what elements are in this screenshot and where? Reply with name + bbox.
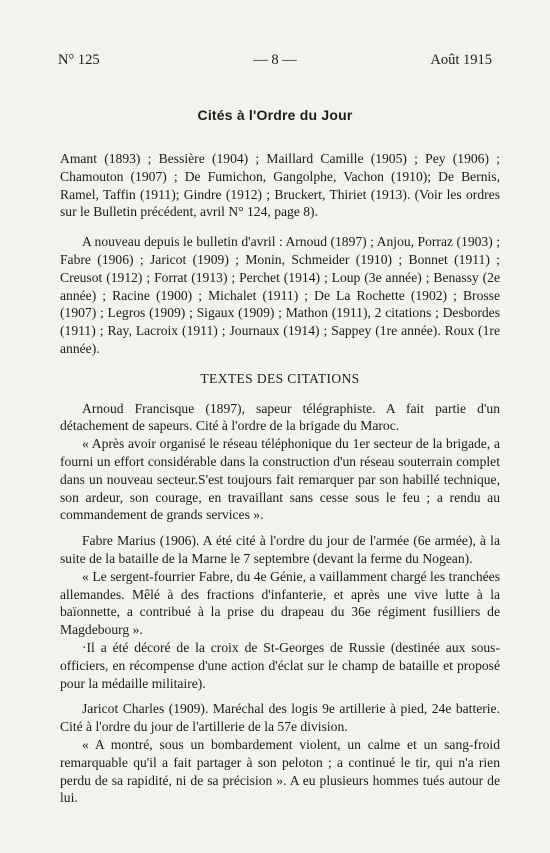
issue-number: N° 125 <box>58 52 100 68</box>
page-header <box>58 52 492 72</box>
citation-fabre-quote: « Le sergent-fourrier Fabre, du 4e Génie, a vaillamment chargé les tranchées allemandes. Mêlé à des fractions d'infanterie, et après une vive lutte à la baïonnette, a contribué à la prise du drapeau du 36e régiment fusilliers de Magdebourg ». <box>60 568 500 638</box>
citation-fabre: Fabre Marius (1906). A été cité à l'ordre du jour de l'armée (6e armée), à la suite de la bataille de la Marne le 7 septembre (devant la ferme du Nogean). <box>60 533 500 566</box>
citations-subheading: TEXTES DES CITATIONS <box>200 370 360 386</box>
citation-arnoud-quote: « Après avoir organisé le réseau téléphonique du 1er secteur de la brigade, a fourni un effort considérable dans la construction d'un réseau souterrain complet dans un nouveau secteur.S'est toujours fait remarquer par son habillé technique, son ardeur, son courage, en travaillant sans cesse sous le feu ; a rendu au commandement de grands services ». <box>60 436 500 523</box>
citations-list-paragraph: Amant (1893) ; Bessière (1904) ; Maillard Camille (1905) ; Pey (1906) ; Chamouton (1907) ; De Fumichon, Gangolphe, Vachon (1910); De Bernis, Ramel, Taffin (1911); Gindre (1912) ; Bruckert, Thiriet (1913). (Voir les ordres sur le Bulletin précédent, avril N° 124, page 8). <box>60 151 500 220</box>
citation-jaricot-quote: « A montré, sous un bombardement violent, un calme et un sang-froid remarquable qu'il a fait partager à son peloton ; a continué le tir, qui n'a rien perdu de sa rapidité, ni de sa précision ». A eu plusieurs hommes tués autour de lui. <box>60 736 500 806</box>
citation-jaricot: Jaricot Charles (1909). Maréchal des logis 9e artillerie à pied, 24e batterie. Cité à l'ordre du jour de l'artillerie de la 57e division. <box>60 701 500 735</box>
document-body <box>60 150 500 807</box>
new-citations-paragraph: A nouveau depuis le bulletin d'avril : Arnoud (1897) ; Anjou, Porraz (1903) ; Fabre (1906) ; Jaricot (1909) ; Monin, Schmeider (1910) ; Bonnet (1911) ; Creusot (1912) ; Forrat (1913) ; Perchet (1914) ; Loup (3e année) ; Benassy (2e année) ; Racine (1900) ; Michalet (1911) ; De La Rochette (1902) ; Brosse (1907) ; Legros (1909) ; Sigaux (1909) ; Mathon (1911), 2 citations ; Desbordes (1911) ; Ray, Lacroix (1911) ; Journaux (1914) ; Sappey (1re année). Roux (1re année). <box>60 234 500 356</box>
citation-arnoud: Arnoud Francisque (1897), sapeur télégraphiste. A fait partie d'un détachement de sapeurs. Cité à l'ordre de la brigade du Maroc. <box>60 400 500 434</box>
page-number: — 8 — <box>253 52 297 68</box>
section-title: Cités à l'Ordre du Jour <box>197 107 353 123</box>
citation-fabre-decoration: ·Il a été décoré de la croix de St-Georges de Russie (destinée aux sous-officiers, en récompense d'une action d'éclat sur le champ de bataille et proposé pour la médaille militaire). <box>60 639 500 691</box>
issue-date: Août 1915 <box>430 52 492 68</box>
